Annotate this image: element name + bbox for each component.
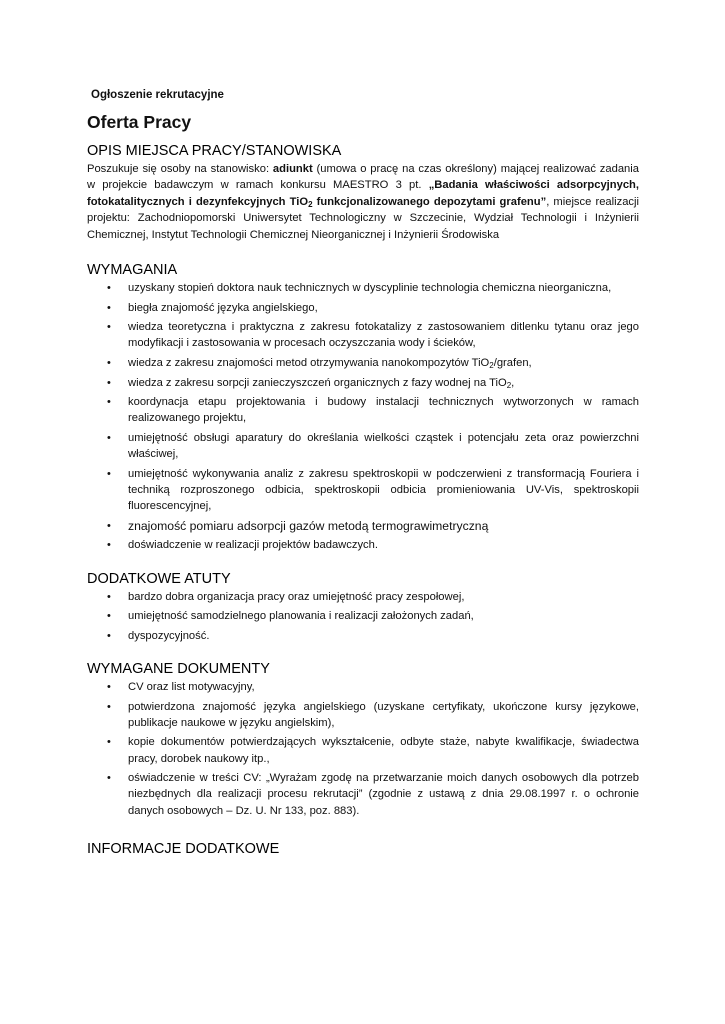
intro-text-2: (umowa o pracę na czas określony) mającej realizować zadania w projekcie badawczym w ramach konkursu MAESTRO 3 pt. bbox=[87, 163, 639, 192]
section-heading-job: OPIS MIEJSCA PRACY/STANOWISKA bbox=[87, 143, 342, 159]
section-required-documents bbox=[87, 659, 639, 819]
list-item-text: wiedza teoretyczna i praktyczna z zakresu fotokatalizy z zastosowaniem ditlenku tytanu oraz jego modyfikacji i zastosowania w procesach oczyszczania wody i ścieków, bbox=[128, 321, 639, 350]
bullet-icon: • bbox=[107, 357, 111, 370]
section-heading-info: INFORMACJE DODATKOWE bbox=[87, 840, 280, 857]
list-item bbox=[87, 734, 639, 766]
bullet-icon: • bbox=[107, 321, 111, 334]
list-item bbox=[87, 300, 639, 316]
list-item bbox=[87, 430, 639, 462]
requirements-list bbox=[87, 280, 639, 554]
list-item-text: umiejętność wykonywania analiz z zakresu spektroskopii w podczerwieni z transformacją Fouriera i techniką rozproszonego odbicia, spektroskopii odbicia promieniowania UV-Vis, spektroskopii fluorescencyjnej, bbox=[128, 467, 639, 513]
list-item bbox=[87, 699, 639, 731]
extra-assets-list bbox=[87, 589, 639, 644]
list-item-text: znajomość pomiaru adsorpcji gazów metodą termograwimetryczną bbox=[128, 518, 489, 533]
section-additional-info bbox=[87, 839, 639, 859]
list-item-text-tail: /grafen, bbox=[493, 357, 532, 370]
subscript: 2 bbox=[506, 380, 512, 390]
list-item-text: wiedza z zakresu sorpcji zanieczyszczeń organicznych z fazy wodnej na TiO bbox=[128, 376, 507, 389]
bullet-icon: • bbox=[107, 519, 111, 532]
bullet-icon: • bbox=[107, 610, 111, 623]
list-item-text: umiejętność samodzielnego planowania i realizacji założonych zadań, bbox=[128, 610, 474, 623]
list-item-text: kopie dokumentów potwierdzających wykształcenie, odbyte staże, nabyte kwalifikacje, świadectwa pracy, dorobek naukowy itp., bbox=[128, 736, 639, 765]
section-heading-extra: DODATKOWE ATUTY bbox=[87, 570, 231, 587]
list-item bbox=[87, 679, 639, 695]
bullet-icon: • bbox=[107, 680, 111, 693]
list-item-text: koordynacja etapu projektowania i budowy instalacji technicznych wytworzonych w ramach realizowanego projektu, bbox=[128, 396, 639, 425]
section-extra-assets bbox=[87, 569, 639, 644]
bullet-icon: • bbox=[107, 629, 111, 642]
announcement-label: Ogłoszenie rekrutacyjne bbox=[91, 89, 224, 101]
intro-position: adiunkt bbox=[272, 163, 313, 175]
list-item bbox=[87, 466, 639, 515]
list-item-text-tail: , bbox=[511, 376, 515, 389]
bullet-icon: • bbox=[107, 376, 111, 389]
list-item bbox=[87, 770, 639, 819]
intro-text-1: Poszukuje się osoby na stanowisko: bbox=[87, 163, 273, 175]
list-item bbox=[87, 319, 639, 351]
bullet-icon: • bbox=[107, 700, 111, 713]
list-item-text: doświadczenie w realizacji projektów badawczych. bbox=[128, 539, 378, 552]
list-item bbox=[87, 608, 639, 624]
documents-list bbox=[87, 679, 639, 819]
list-item-text: CV oraz list motywacyjny, bbox=[128, 680, 255, 693]
section-requirements bbox=[87, 260, 639, 554]
list-item-text: bardzo dobra organizacja pracy oraz umiejętność pracy zespołowej, bbox=[128, 590, 465, 603]
bullet-icon: • bbox=[107, 301, 111, 314]
list-item-text: potwierdzona znajomość języka angielskiego (uzyskane certyfikaty, ukończone kursy językowe, publikacje naukowe w języku angielskim), bbox=[128, 700, 639, 729]
project-title-part-1: „Badania właściwości adsorpcyjnych, fotokatalitycznych i dezynfekcyjnych TiO bbox=[87, 179, 639, 208]
list-item bbox=[87, 537, 639, 553]
list-item-text: biegła znajomość języka angielskiego, bbox=[128, 301, 318, 314]
list-item bbox=[87, 518, 639, 534]
intro-text-3: , miejsce realizacji projektu: Zachodniopomorski Uniwersytet Technologiczny w Szczecinie, Wydział Technologii i Inżynierii Chemicznej, Instytut Technologii Chemicznej Nieorganicznej i Inżynierii Środowiska bbox=[87, 195, 639, 241]
bullet-icon: • bbox=[107, 396, 111, 409]
section-heading-documents: WYMAGANE DOKUMENTY bbox=[87, 660, 270, 677]
list-item-text: dyspozycyjność. bbox=[128, 629, 210, 642]
list-item bbox=[87, 280, 639, 296]
section-heading-requirements: WYMAGANIA bbox=[87, 262, 178, 279]
bullet-icon: • bbox=[107, 432, 111, 444]
list-item-text: umiejętność obsługi aparatury do określania wielkości cząstek i potencjału zeta oraz powierzchni właściwej, bbox=[128, 432, 639, 461]
bullet-icon: • bbox=[107, 467, 111, 480]
list-item bbox=[87, 589, 639, 605]
list-item bbox=[87, 394, 639, 426]
list-item bbox=[87, 628, 639, 644]
job-description-paragraph bbox=[87, 161, 639, 243]
page-title: Oferta Pracy bbox=[87, 112, 192, 132]
bullet-icon: • bbox=[107, 539, 111, 552]
project-title-part-2: funkcjonalizowanego depozytami grafenu” bbox=[312, 195, 547, 208]
document-page bbox=[87, 86, 639, 859]
list-item-text: oświadczenie w treści CV: „Wyrażam zgodę na przetwarzanie moich danych osobowych dla potrzeb niezbędnych dla realizacji procesu rekrutacji” (zgodnie z ustawą z dnia 29.08.1997 r. o ochronie danych osobowych – Dz. U. Nr 133, poz. 883). bbox=[128, 772, 639, 817]
bullet-icon: • bbox=[107, 736, 111, 749]
list-item bbox=[87, 355, 639, 371]
bullet-icon: • bbox=[107, 590, 111, 603]
list-item-text: uzyskany stopień doktora nauk technicznych w dyscyplinie technologia chemiczna nieorganiczna, bbox=[128, 282, 612, 295]
list-item bbox=[87, 375, 639, 391]
bullet-icon: • bbox=[107, 772, 111, 785]
section-job-description bbox=[87, 141, 639, 243]
subscript: 2 bbox=[489, 361, 494, 371]
list-item-text: wiedza z zakresu znajomości metod otrzymywania nanokompozytów TiO bbox=[128, 357, 490, 370]
bullet-icon: • bbox=[107, 282, 111, 295]
project-title-subscript: 2 bbox=[308, 199, 313, 209]
